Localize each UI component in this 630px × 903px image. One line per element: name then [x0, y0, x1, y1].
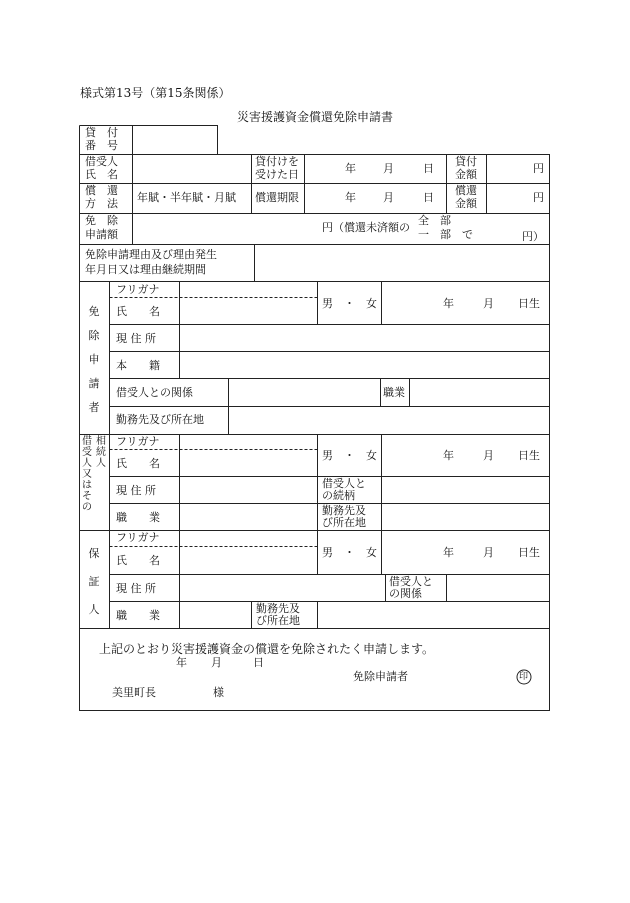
guarantor-address: 現 住 所: [116, 582, 156, 595]
applicant-occupation: 職業: [383, 386, 405, 399]
guarantor-relation-2: の関係: [389, 587, 422, 600]
repay-amount-yen: 円: [533, 191, 544, 204]
loan-number-label-1: 貸 付: [85, 126, 118, 139]
declaration-text: 上記のとおり災害援護資金の償還を免除されたく申請します。: [99, 642, 435, 656]
apply-year: 年: [176, 656, 187, 669]
applicant-address: 現 住 所: [116, 332, 156, 345]
loan-date-label-2: 受けた日: [255, 168, 299, 181]
heir-workplace-2: び所在地: [322, 516, 366, 529]
heir-furigana: フリガナ: [116, 435, 160, 448]
form-border: [80, 155, 550, 711]
heir-relation-2: の続柄: [322, 489, 355, 502]
reason-label-2: 年月日又は理由継続期間: [85, 263, 206, 276]
applicant-name: 氏 名: [116, 305, 160, 318]
guarantor-birth-year: 年: [443, 546, 454, 559]
guarantor-gender: 男 ・ 女: [322, 546, 377, 559]
applicant-domicile: 本 籍: [116, 359, 160, 372]
exempt-close: 円）: [522, 230, 544, 243]
loan-amount-label-1: 貸付: [455, 155, 477, 168]
repay-period-label: 償還期限: [255, 191, 299, 204]
guarantor-name: 氏 名: [116, 554, 160, 567]
form-number: 様式第13号（第15条関係）: [80, 86, 231, 100]
applicant-birth-day: 日生: [518, 297, 540, 310]
reason-label-1: 免除申請理由及び理由発生: [85, 248, 217, 261]
heir-name: 氏 名: [116, 457, 160, 470]
addressee: 美里町長: [112, 686, 156, 699]
loan-date-label-1: 貸付けを: [255, 155, 299, 168]
heir-occupation: 職 業: [116, 511, 160, 524]
repay-method-value: 年賦・半年賦・月賦: [137, 191, 236, 204]
applicant-birth-year: 年: [443, 297, 454, 310]
form-title: 災害援護資金償還免除申請書: [236, 110, 393, 124]
repay-method-label-2: 方 法: [85, 197, 118, 210]
apply-day: 日: [253, 656, 264, 669]
loan-date-day: 日: [423, 162, 434, 175]
honorific: 様: [213, 686, 224, 699]
exempt-amount-text: 円（償還未済額の: [322, 221, 410, 234]
guarantor-workplace-2: び所在地: [256, 614, 300, 627]
borrower-label-1: 借受人: [85, 155, 118, 168]
loan-date-year: 年: [345, 162, 356, 175]
heir-side-col-1: 借受人又はその: [82, 436, 92, 513]
applicant-workplace: 勤務先及び所在地: [116, 413, 204, 426]
borrower-label-2: 氏 名: [85, 168, 118, 181]
exempt-amount-label-2: 申請額: [85, 228, 118, 241]
heir-address: 現 住 所: [116, 484, 156, 497]
applicant-relation: 借受人との関係: [116, 386, 193, 399]
guarantor-relation-1: 借受人と: [389, 575, 433, 588]
guarantor-side-label: 保証人: [88, 547, 100, 616]
applicant-signature-label: 免除申請者: [353, 670, 408, 683]
guarantor-furigana: フリガナ: [116, 531, 160, 544]
seal-mark: 印: [519, 672, 529, 682]
guarantor-birth-day: 日生: [518, 546, 540, 559]
heir-workplace-1: 勤務先及: [322, 504, 366, 517]
guarantor-workplace-1: 勤務先及: [256, 602, 300, 615]
loan-date-month: 月: [383, 162, 394, 175]
applicant-gender: 男 ・ 女: [322, 297, 377, 310]
repay-date-year: 年: [345, 191, 356, 204]
guarantor-birth-month: 月: [483, 546, 494, 559]
guarantor-occupation: 職 業: [116, 609, 160, 622]
heir-relation-1: 借受人と: [322, 477, 366, 490]
exempt-part: 一 部 で: [418, 228, 473, 241]
loan-amount-yen: 円: [533, 162, 544, 175]
repay-amount-label-1: 償還: [455, 184, 477, 197]
repay-method-label-1: 償 還: [85, 184, 118, 197]
heir-side-col-2: 相続人: [96, 436, 106, 469]
heir-birth-year: 年: [443, 449, 454, 462]
loan-number-label-2: 番 号: [85, 139, 118, 152]
heir-birth-day: 日生: [518, 449, 540, 462]
heir-birth-month: 月: [483, 449, 494, 462]
loan-amount-label-2: 金額: [455, 168, 477, 181]
apply-month: 月: [211, 656, 222, 669]
exempt-all: 全 部: [418, 214, 451, 227]
applicant-furigana: フリガナ: [116, 283, 160, 296]
exempt-amount-label-1: 免 除: [85, 214, 118, 227]
applicant-birth-month: 月: [483, 297, 494, 310]
repay-date-month: 月: [383, 191, 394, 204]
applicant-side-label: 免除申請者: [88, 305, 100, 414]
repay-date-day: 日: [423, 191, 434, 204]
heir-gender: 男 ・ 女: [322, 449, 377, 462]
repay-amount-label-2: 金額: [455, 197, 477, 210]
